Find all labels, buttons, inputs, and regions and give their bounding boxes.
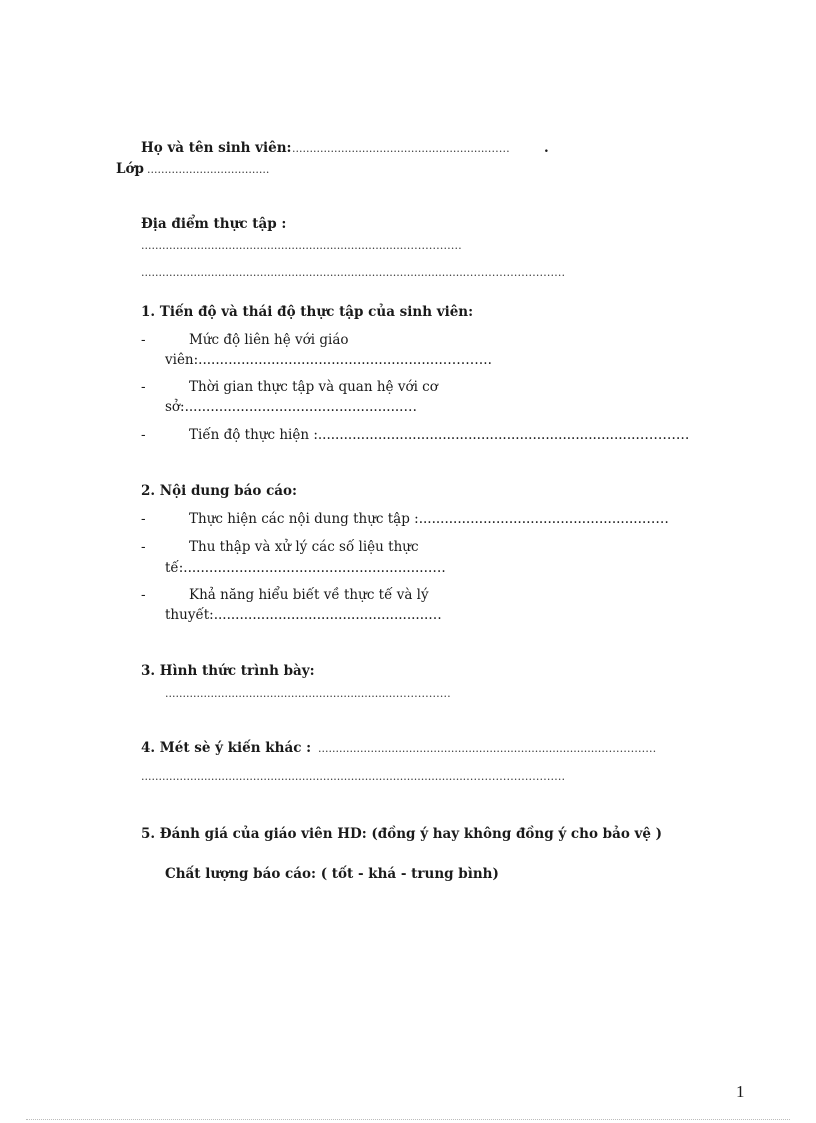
section-2-item-1-text: Thực hiện các nội dung thực tập :....................................................…… <box>189 511 669 527</box>
section-1-item-2-text-cont: sở:...................................................… <box>165 399 417 415</box>
location-label: Địa điểm thực tập : <box>141 216 287 232</box>
section-1-item-2-text: Thời gian thực tập và quan hệ với cơ <box>189 379 438 395</box>
section-5-heading: 5. Đánh giá của giáo viên HD: (đồng ý hay không đồng ý cho bảo vệ ) <box>141 826 663 842</box>
section-3-heading: 3. Hình thức trình bày: <box>141 663 315 679</box>
section-1-item-1-text-cont: viên:.........................................................……….. <box>165 352 492 368</box>
student-name-dots: ........................................................…… <box>292 142 510 155</box>
bottom-divider <box>26 1119 790 1120</box>
section-1-item-3-bullet: - <box>141 427 146 443</box>
section-2-item-1-bullet: - <box>141 511 146 527</box>
section-2-item-3-bullet: - <box>141 587 146 603</box>
section-4-line-1-dots: .................................................................................…………… <box>318 742 657 755</box>
section-4-heading: 4. Mét sè ý kiến khác : <box>141 740 312 756</box>
section-2-item-2-text: Thu thập và xử lý các số liệu thực <box>189 539 419 555</box>
location-line-2: .............................................................................................……………………… <box>141 266 566 279</box>
section-5-quality: Chất lượng báo cáo: ( tốt - khá - trung bình) <box>165 866 499 882</box>
student-name-label: Họ và tên sinh viên: <box>141 140 292 156</box>
section-2-item-2-bullet: - <box>141 539 146 555</box>
section-3-line: ..................................................................…………… <box>165 687 451 700</box>
section-2-item-2-text-cont: tế:.........................................................…. <box>165 560 446 576</box>
class-dots: ................................... <box>147 163 270 176</box>
student-name-end-dot: . <box>544 140 549 156</box>
section-2-item-3-text-cont: thuyết:..................................................… <box>165 607 442 623</box>
page-number: 1 <box>736 1082 745 1101</box>
section-2-item-3-text: Khả năng hiểu biết về thực tế và lý <box>189 587 429 603</box>
section-1-item-3-text: Tiến độ thực hiện :..........................................................................………… <box>189 427 690 443</box>
section-1-item-1-bullet: - <box>141 332 146 348</box>
section-1-item-2-bullet: - <box>141 379 146 395</box>
location-line-1: ............................................................................…………… <box>141 239 462 252</box>
section-4-line-2: .............................................................................................……………………… <box>141 770 566 783</box>
section-1-heading: 1. Tiến độ và thái độ thực tập của sinh viên: <box>141 304 474 320</box>
section-2-heading: 2. Nội dung báo cáo: <box>141 483 298 499</box>
class-label: Lớp <box>116 161 144 177</box>
section-1-item-1-text: Mức độ liên hệ với giáo <box>189 332 349 348</box>
